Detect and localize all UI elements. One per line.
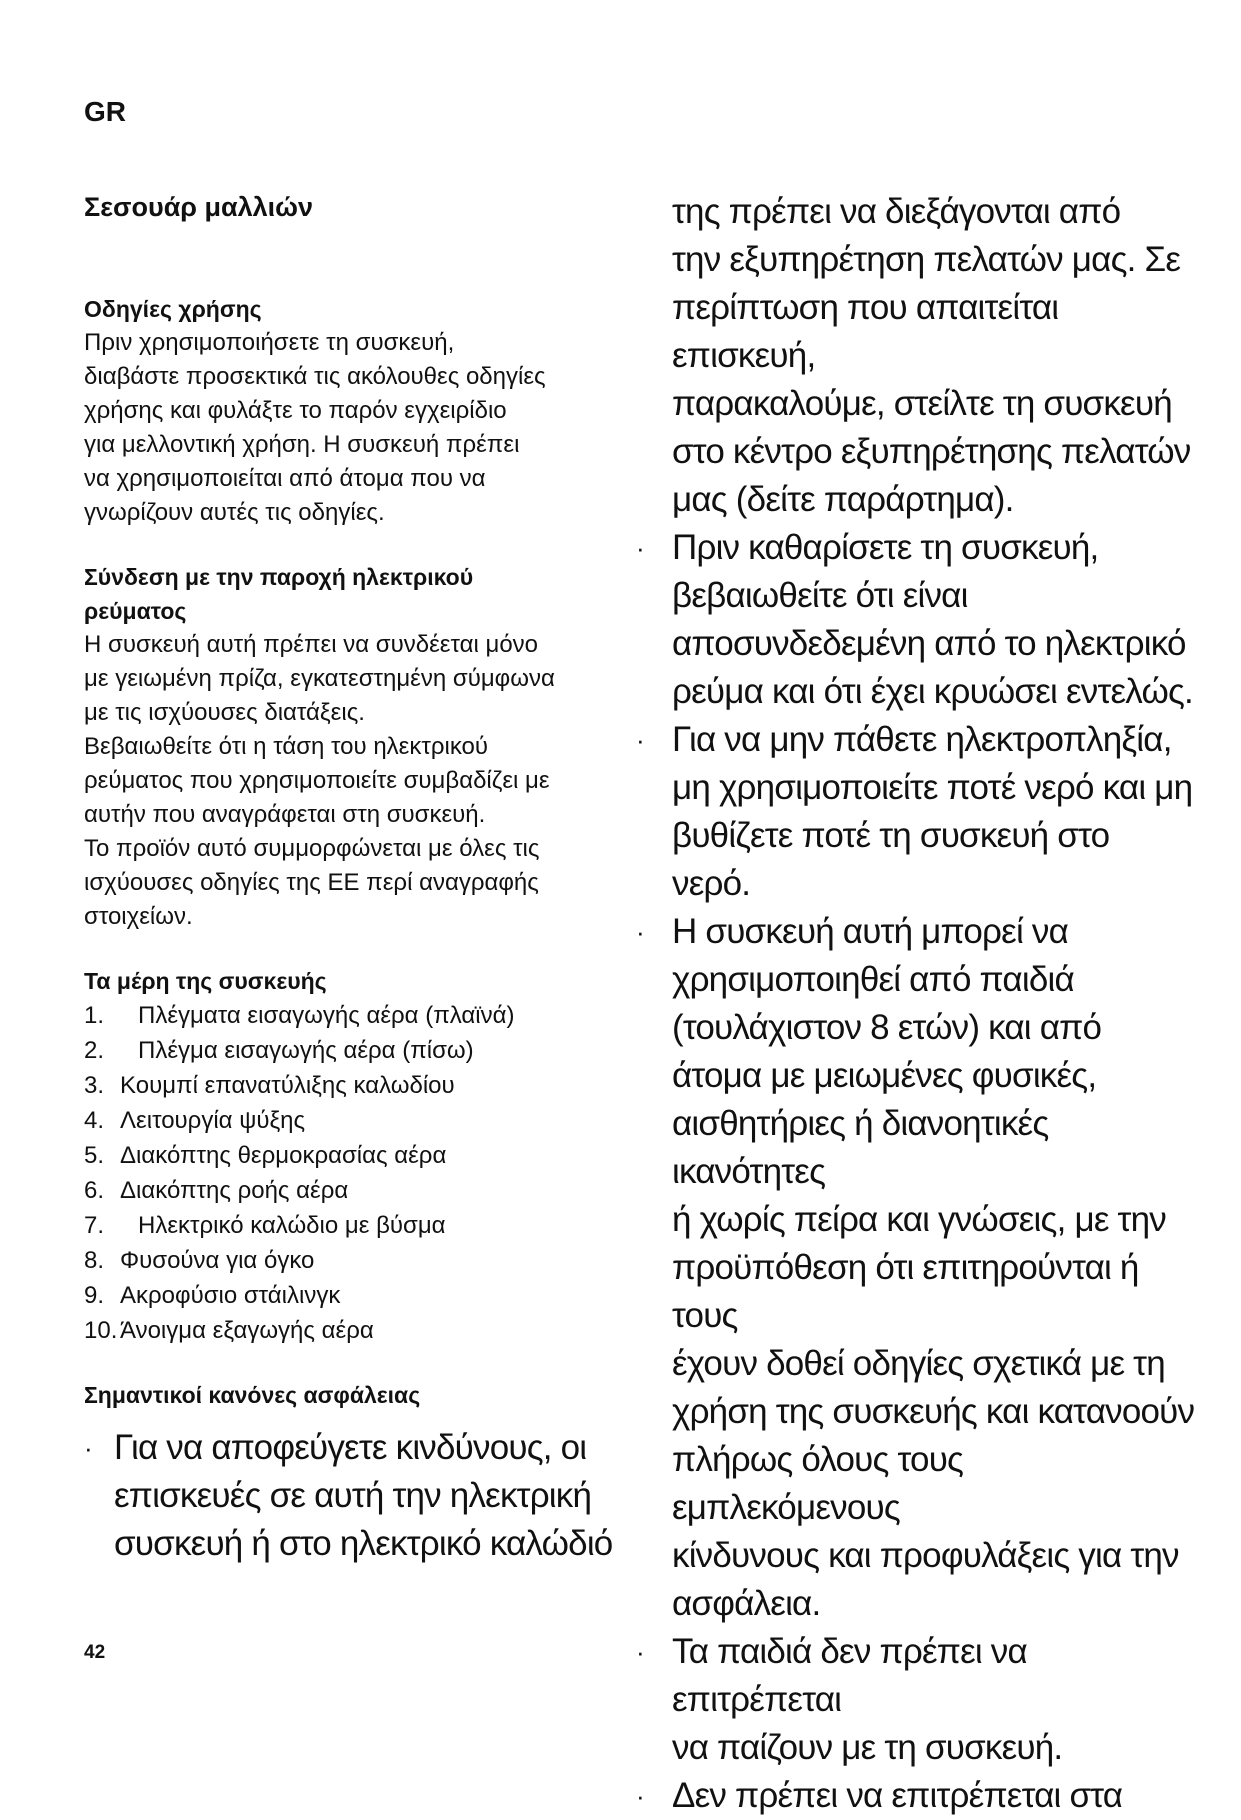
power-line: ρεύματος που χρησιμοποιείτε συμβαδίζει με <box>84 767 550 794</box>
parts-item-number: 1. <box>84 1002 105 1029</box>
usage-heading: Οδηγίες χρήσης <box>84 296 262 322</box>
bullet-line: συσκευή ή στο ηλεκτρικό καλώδιό <box>114 1524 613 1563</box>
power-line: αυτήν που αναγράφεται στη συσκευή. <box>84 801 486 828</box>
parts-item-text: Φυσούνα για όγκο <box>120 1247 315 1274</box>
safety-bullet <box>636 524 1196 716</box>
parts-item-number: 4. <box>84 1107 105 1134</box>
power-line: Η συσκευή αυτή πρέπει να συνδέεται μόνο <box>84 631 539 658</box>
usage-line: διαβάστε προσεκτικά τις ακόλουθες οδηγίες <box>84 363 546 390</box>
bullet-line: Η συσκευή αυτή μπορεί να <box>672 912 1068 951</box>
parts-heading: Τα μέρη της συσκευής <box>84 968 327 994</box>
parts-item-text: Πλέγματα εισαγωγής αέρα (πλαϊνά) <box>138 1002 515 1029</box>
usage-text <box>84 326 614 530</box>
bullet-line: Για να αποφεύγετε κινδύνους, οι <box>114 1428 587 1467</box>
bullet-line: μη χρησιμοποιείτε ποτέ νερό και μη <box>672 768 1193 807</box>
parts-item <box>84 1068 614 1103</box>
parts-item <box>84 1278 614 1313</box>
left-column <box>84 190 614 1568</box>
bullet-line: επισκευές σε αυτή την ηλεκτρική <box>114 1476 592 1515</box>
bullet-line: χρησιμοποιηθεί από παιδιά <box>672 960 1074 999</box>
continuation-line: μας (δείτε παράρτημα). <box>672 480 1014 519</box>
parts-item-text: Άνοιγμα εξαγωγής αέρα <box>120 1317 374 1344</box>
bullet-line: Πριν καθαρίσετε τη συσκευή, <box>672 528 1099 567</box>
parts-item <box>84 1173 614 1208</box>
parts-item-number: 2. <box>84 1037 105 1064</box>
bullet-line: βεβαιωθείτε ότι είναι <box>672 576 968 615</box>
safety-bullet <box>636 908 1196 1628</box>
bullet-mark: · <box>636 725 644 755</box>
continuation-line: της πρέπει να διεξάγονται από <box>672 192 1121 231</box>
bullet-line: προϋπόθεση ότι επιτηρούνται ή τους <box>672 1248 1139 1335</box>
parts-item-number: 7. <box>84 1212 105 1239</box>
parts-list <box>84 998 614 1348</box>
parts-item-text: Κουμπί επανατύλιξης καλωδίου <box>120 1072 455 1099</box>
usage-line: γνωρίζουν αυτές τις οδηγίες. <box>84 499 385 526</box>
power-heading: Σύνδεση με την παροχή ηλεκτρικού <box>84 564 474 590</box>
parts-item-number: 10. <box>84 1317 118 1344</box>
parts-item <box>84 1103 614 1138</box>
parts-item-text: Διακόπτης ροής αέρα <box>120 1177 349 1204</box>
bullet-text <box>672 1772 1196 1820</box>
bullet-line: Τα παιδιά δεν πρέπει να επιτρέπεται <box>672 1632 1027 1719</box>
right-column <box>636 188 1196 1820</box>
language-code: GR <box>84 96 126 127</box>
bullet-line: ρεύμα και ότι έχει κρυώσει εντελώς. <box>672 672 1193 711</box>
bullet-line: κίνδυνους και προφυλάξεις για την <box>672 1536 1179 1575</box>
bullet-line: Δεν πρέπει να επιτρέπεται στα <box>672 1776 1123 1815</box>
parts-item-text: Πλέγμα εισαγωγής αέρα (πίσω) <box>138 1037 474 1064</box>
power-line: ισχύουσες οδηγίες της ΕΕ περί αναγραφής <box>84 869 539 896</box>
safety-list-left <box>84 1424 614 1568</box>
continuation-line: την εξυπηρέτηση πελατών μας. Σε <box>672 240 1181 279</box>
parts-item-text: Ηλεκτρικό καλώδιο με βύσμα <box>138 1212 446 1239</box>
usage-line: για μελλοντική χρήση. Η συσκευή πρέπει <box>84 431 520 458</box>
bullet-line: να παίζουν με τη συσκευή. <box>672 1728 1063 1767</box>
bullet-text <box>114 1424 614 1568</box>
power-line: Βεβαιωθείτε ότι η τάση του ηλεκτρικού <box>84 733 489 760</box>
bullet-mark: · <box>84 1433 92 1463</box>
safety-bullet <box>636 1628 1196 1772</box>
safety-list-right <box>636 524 1196 1820</box>
parts-item-number: 9. <box>84 1282 105 1309</box>
parts-item-text: Διακόπτης θερμοκρασίας αέρα <box>120 1142 447 1169</box>
bullet-line: πλήρως όλους τους εμπλεκόμενους <box>672 1440 964 1527</box>
bullet-line: αποσυνδεδεμένη από το ηλεκτρικό <box>672 624 1186 663</box>
bullet-line: βυθίζετε ποτέ τη συσκευή στο νερό. <box>672 816 1110 903</box>
parts-item-number: 5. <box>84 1142 105 1169</box>
bullet-line: χρήση της συσκευής και κατανοούν <box>672 1392 1195 1431</box>
continuation-line: περίπτωση που απαιτείται επισκευή, <box>672 288 1059 375</box>
usage-line: χρήσης και φυλάξτε το παρόν εγχειρίδιο <box>84 397 507 424</box>
continuation-text <box>636 188 1196 524</box>
parts-item <box>84 1208 614 1243</box>
safety-bullet <box>84 1424 614 1568</box>
parts-item <box>84 998 614 1033</box>
usage-line: Πριν χρησιμοποιήσετε τη συσκευή, <box>84 329 455 356</box>
power-line: με τις ισχύουσες διατάξεις. <box>84 699 365 726</box>
power-line: με γειωμένη πρίζα, εγκατεστημένη σύμφωνα <box>84 665 555 692</box>
continuation-line: στο κέντρο εξυπηρέτησης πελατών <box>672 432 1191 471</box>
parts-item <box>84 1033 614 1068</box>
bullet-line: έχουν δοθεί οδηγίες σχετικά με τη <box>672 1344 1165 1383</box>
safety-heading: Σημαντικοί κανόνες ασφάλειας <box>84 1382 421 1408</box>
parts-item <box>84 1243 614 1278</box>
parts-item-text: Ακροφύσιο στάιλινγκ <box>120 1282 341 1309</box>
bullet-line: ασφάλεια. <box>672 1584 821 1623</box>
power-heading-cont: ρεύματος <box>84 598 187 624</box>
parts-item-number: 6. <box>84 1177 105 1204</box>
bullet-line: άτομα με μειωμένες φυσικές, <box>672 1056 1097 1095</box>
power-line: Το προϊόν αυτό συμμορφώνεται με όλες τις <box>84 835 540 862</box>
safety-bullet <box>636 716 1196 908</box>
usage-line: να χρησιμοποιείται από άτομα που να <box>84 465 486 492</box>
page-number: 42 <box>84 1642 106 1663</box>
bullet-mark: · <box>636 533 644 563</box>
bullet-line: ή χωρίς πείρα και γνώσεις, με την <box>672 1200 1166 1239</box>
power-text <box>84 628 614 934</box>
bullet-mark: · <box>636 1781 644 1811</box>
bullet-text <box>672 908 1196 1628</box>
safety-bullet <box>636 1772 1196 1820</box>
bullet-mark: · <box>636 917 644 947</box>
bullet-text <box>672 524 1196 716</box>
page-title: Σεσουάρ μαλλιών <box>84 192 313 222</box>
bullet-mark: · <box>636 1637 644 1667</box>
power-line: στοιχείων. <box>84 903 193 930</box>
bullet-line: Για να μην πάθετε ηλεκτροπληξία, <box>672 720 1172 759</box>
bullet-line: αισθητήριες ή διανοητικές ικανότητες <box>672 1104 1049 1191</box>
parts-item-number: 3. <box>84 1072 105 1099</box>
parts-item-text: Λειτουργία ψύξης <box>120 1107 306 1134</box>
bullet-text <box>672 716 1196 908</box>
parts-item-number: 8. <box>84 1247 105 1274</box>
bullet-text <box>672 1628 1196 1772</box>
bullet-line: (τουλάχιστον 8 ετών) και από <box>672 1008 1102 1047</box>
parts-item <box>84 1138 614 1173</box>
parts-item <box>84 1313 614 1348</box>
continuation-line: παρακαλούμε, στείλτε τη συσκευή <box>672 384 1172 423</box>
